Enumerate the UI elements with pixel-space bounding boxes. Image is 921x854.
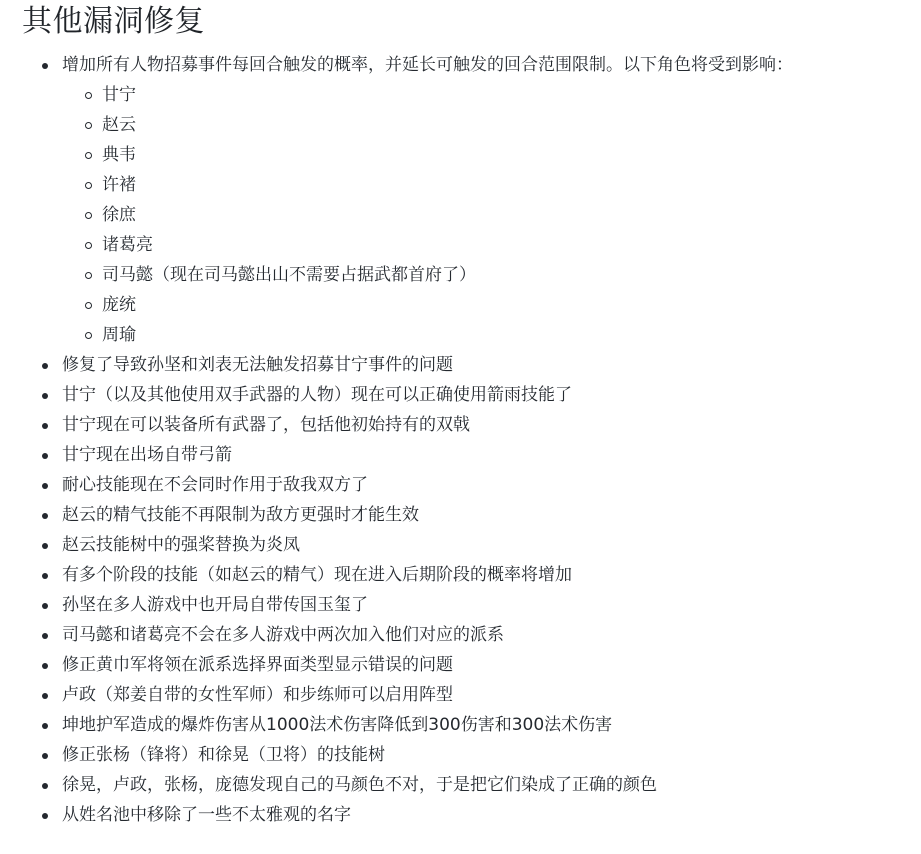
affected-characters-list	[62, 80, 802, 350]
sub-list-item	[62, 320, 802, 350]
bullet-icon	[42, 813, 48, 819]
hollow-bullet-icon	[85, 242, 92, 249]
sub-list-item-text: 许褚	[102, 175, 136, 195]
sub-list-item	[62, 140, 802, 170]
bullet-icon	[42, 723, 48, 729]
list-item-text: 修正张杨（锋将）和徐晃（卫将）的技能树	[62, 745, 385, 765]
sub-list-item-text: 徐庶	[102, 205, 136, 225]
bullet-icon	[42, 573, 48, 579]
list-item-text: 甘宁现在出场自带弓箭	[62, 445, 232, 465]
sub-list-item-text: 周瑜	[102, 325, 136, 345]
sub-list-item	[62, 290, 802, 320]
list-item	[22, 530, 802, 560]
hollow-bullet-icon	[85, 92, 92, 99]
list-item	[22, 800, 802, 830]
hollow-bullet-icon	[85, 182, 92, 189]
bullet-icon	[42, 453, 48, 459]
sub-list-item	[62, 80, 802, 110]
list-item	[22, 380, 802, 410]
bullet-icon	[42, 423, 48, 429]
bullet-icon	[42, 483, 48, 489]
list-item	[22, 650, 802, 680]
sub-list-item-text: 赵云	[102, 115, 136, 135]
list-item-text: 赵云技能树中的强桨替换为炎凤	[62, 535, 300, 555]
sub-list-item	[62, 200, 802, 230]
sub-list-item-text: 诸葛亮	[102, 235, 153, 255]
bullet-icon	[42, 543, 48, 549]
bullet-icon	[42, 513, 48, 519]
list-item-text: 徐晃，卢政，张杨，庞德发现自己的马颜色不对，于是把它们染成了正确的颜色	[62, 775, 657, 795]
hollow-bullet-icon	[85, 152, 92, 159]
bullet-icon	[42, 753, 48, 759]
list-item-text: 坤地护军造成的爆炸伤害从1000法术伤害降低到300伤害和300法术伤害	[62, 715, 613, 735]
sub-list-item	[62, 170, 802, 200]
list-item-text: 孙坚在多人游戏中也开局自带传国玉玺了	[62, 595, 368, 615]
list-item	[22, 740, 802, 770]
list-item-text: 增加所有人物招募事件每回合触发的概率，并延长可触发的回合范围限制。以下角色将受到影响：	[62, 55, 793, 75]
hollow-bullet-icon	[85, 332, 92, 339]
list-item-text: 修复了导致孙坚和刘表无法触发招募甘宁事件的问题	[62, 355, 453, 375]
sub-list-item-text: 典韦	[102, 145, 136, 165]
list-item-text: 耐心技能现在不会同时作用于敌我双方了	[62, 475, 368, 495]
sub-list-item	[62, 230, 802, 260]
bullet-icon	[42, 783, 48, 789]
bullet-icon	[42, 393, 48, 399]
list-item	[22, 500, 802, 530]
sub-list-item-text: 甘宁	[102, 85, 136, 105]
sub-list-item-text: 司马懿（现在司马懿出山不需要占据武都首府了）	[102, 265, 476, 285]
bullet-icon	[42, 63, 48, 69]
bullet-icon	[42, 603, 48, 609]
list-item-text: 赵云的精气技能不再限制为敌方更强时才能生效	[62, 505, 419, 525]
hollow-bullet-icon	[85, 122, 92, 129]
list-item-text: 司马懿和诸葛亮不会在多人游戏中两次加入他们对应的派系	[62, 625, 504, 645]
list-item-text: 卢政（郑姜自带的女性军师）和步练师可以启用阵型	[62, 685, 453, 705]
list-item-text: 甘宁现在可以装备所有武器了，包括他初始持有的双戟	[62, 415, 470, 435]
hollow-bullet-icon	[85, 272, 92, 279]
list-item-text: 从姓名池中移除了一些不太雅观的名字	[62, 805, 351, 825]
sub-list-item	[62, 260, 802, 290]
list-item	[22, 350, 802, 380]
sub-list-item	[62, 110, 802, 140]
section-title: 其他漏洞修复	[22, 4, 205, 39]
bullet-icon	[42, 363, 48, 369]
hollow-bullet-icon	[85, 212, 92, 219]
list-item-text: 甘宁（以及其他使用双手武器的人物）现在可以正确使用箭雨技能了	[62, 385, 572, 405]
hollow-bullet-icon	[85, 302, 92, 309]
list-item	[22, 710, 802, 740]
list-item	[22, 410, 802, 440]
list-item	[22, 620, 802, 650]
list-item	[22, 590, 802, 620]
list-item-text: 修正黄巾军将领在派系选择界面类型显示错误的问题	[62, 655, 453, 675]
bullet-icon	[42, 693, 48, 699]
list-item	[22, 440, 802, 470]
list-item	[22, 50, 802, 350]
bullet-icon	[42, 633, 48, 639]
list-item	[22, 470, 802, 500]
bullet-icon	[42, 663, 48, 669]
sub-list-item-text: 庞统	[102, 295, 136, 315]
list-item-text: 有多个阶段的技能（如赵云的精气）现在进入后期阶段的概率将增加	[62, 565, 572, 585]
list-item	[22, 680, 802, 710]
bug-fix-list	[22, 50, 921, 830]
list-item	[22, 770, 802, 800]
list-item	[22, 560, 802, 590]
